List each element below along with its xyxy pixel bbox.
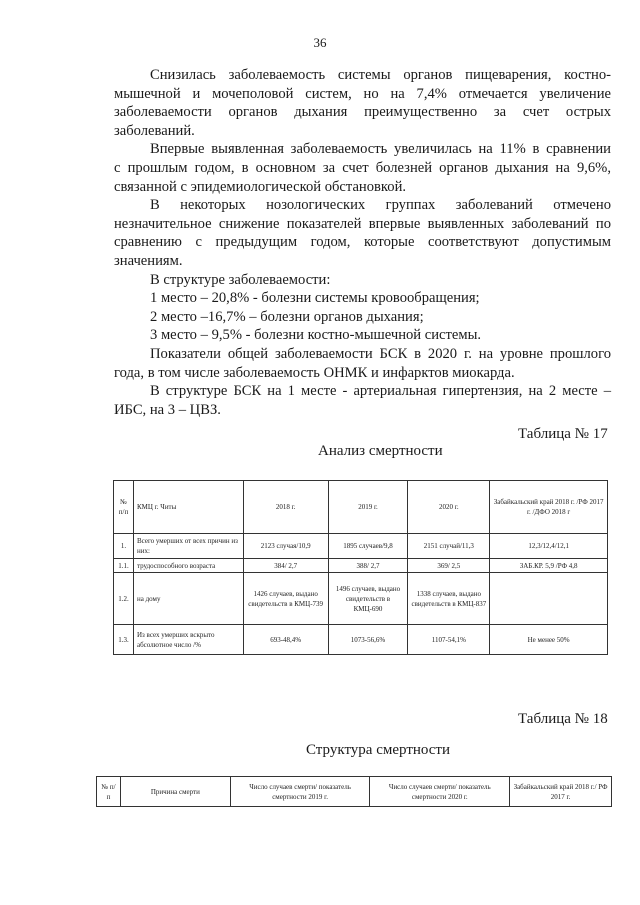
table-17-title: Анализ смертности [318,443,443,459]
table-cell: Всего умерших от всех причин из них: [133,534,243,559]
paragraph-line: с прошлым годом, в основном за счет болезней органов дыхания на 9,6%, [114,159,611,176]
header-cell: 2019 г. [328,481,408,534]
paragraph-line: Снизилась заболеваемость системы органов пищеварения, костно- [150,67,611,83]
paragraph-line: заболеваний. [114,122,195,139]
table-cell: трудоспособного возраста [133,559,243,573]
table-cell: 1895 случаев/9,8 [328,534,408,559]
paragraph-line: 1 место – 20,8% - болезни системы кровообращения; [150,290,480,307]
paragraph-line: Впервые выявленная заболеваемость увеличилась на 11% в сравнении [150,141,611,158]
paragraph-line: 3 место – 9,5% - болезни костно-мышечной системы. [150,327,482,344]
table-cell: 369/ 2,5 [408,559,490,573]
table-cell: 1. [114,534,134,559]
paragraph-line: Показатели общей заболеваемости БСК в 2020 г. на уровне прошлого [150,345,611,362]
table-row [114,534,608,559]
mortality-analysis-table [113,480,608,655]
table-17-label: Таблица № 17 [518,426,608,442]
body-text [114,66,611,419]
paragraph-line: ИБС, на 3 – ЦВЗ. [114,401,221,418]
header-cell: 2018 г. [243,481,328,534]
table-cell: 1107-54,1% [408,625,490,655]
table-cell: 2151 случай/11,3 [408,534,490,559]
table-cell: 12,3/12,4/12,1 [490,534,608,559]
paragraph-line: значениям. [114,252,183,269]
header-cell: Забайкальский край 2018 г./ РФ 2017 г. [510,777,612,807]
paragraph-line: заболеваемости органов дыхания преимущественно за счет острых [114,104,611,121]
table-cell: 1.3. [114,625,134,655]
paragraph-line: В некоторых нозологических группах заболеваний отмечено [150,197,611,214]
table-cell: 1073-56,6% [328,625,408,655]
table-18-title: Структура смертности [306,742,451,758]
table-cell: 1496 случаев, выдано свидетельств в КМЦ-690 [328,573,408,625]
header-cell: Причина смерти [120,777,230,807]
header-cell: КМЦ г. Читы [133,481,243,534]
paragraph-line: сравнению с предыдущим годом, которые соответствуют допустимым [114,234,611,251]
paragraph-line: 2 место –16,7% – болезни органов дыхания; [150,308,424,325]
table-cell: 1426 случаев, выдано свидетельств в КМЦ-739 [243,573,328,625]
paragraph-line: мышечной и мочеполовой систем, но на 7,4% отмечается увеличение [114,85,611,102]
table-cell: Из всех умерших вскрыто абсолютное число /% [133,625,243,655]
table-cell: на дому [133,573,243,625]
paragraph-line: года, в том числе заболеваемость ОНМК и инфарктов миокарда. [114,364,515,381]
table-cell: 1338 случаев, выдано свидетельств в КМЦ-837 [408,573,490,625]
table-cell: 693-48,4% [243,625,328,655]
table-cell: 1.1. [114,559,134,573]
table-header-row [114,481,608,534]
table-row [114,625,608,655]
page-number: 36 [313,35,327,50]
header-cell: Число случаев смерти/ показатель смертности 2019 г. [230,777,370,807]
header-cell: Забайкальский край 2018 г. /РФ 2017 г. /ДФО 2018 г [490,481,608,534]
paragraph-line: связанной с эпидемиологической обстановкой. [114,178,407,195]
paragraph-line: В структуре заболеваемости: [150,271,331,288]
table-cell: 2123 случая/10,9 [243,534,328,559]
mortality-structure-table [96,776,612,807]
table-cell [490,573,608,625]
header-cell: Число случаев смерти/ показатель смертности 2020 г. [370,777,510,807]
table-cell: Не менее 50% [490,625,608,655]
header-cell: 2020 г. [408,481,490,534]
header-cell: № п/п [97,777,121,807]
table-row [114,559,608,573]
paragraph-line: В структуре БСК на 1 месте - артериальная гипертензия, на 2 месте – [150,383,611,400]
table-cell: 384/ 2,7 [243,559,328,573]
table-header-row [97,777,612,807]
table-18-label: Таблица № 18 [518,711,608,727]
table-cell: 388/ 2,7 [328,559,408,573]
table-cell: 1.2. [114,573,134,625]
paragraph-line: незначительное снижение показателей впервые выявленных заболеваний по [114,215,611,232]
table-row [114,573,608,625]
header-cell: № п/п [114,481,134,534]
table-cell: ЗАБ.КР. 5,9 /РФ 4,8 [490,559,608,573]
